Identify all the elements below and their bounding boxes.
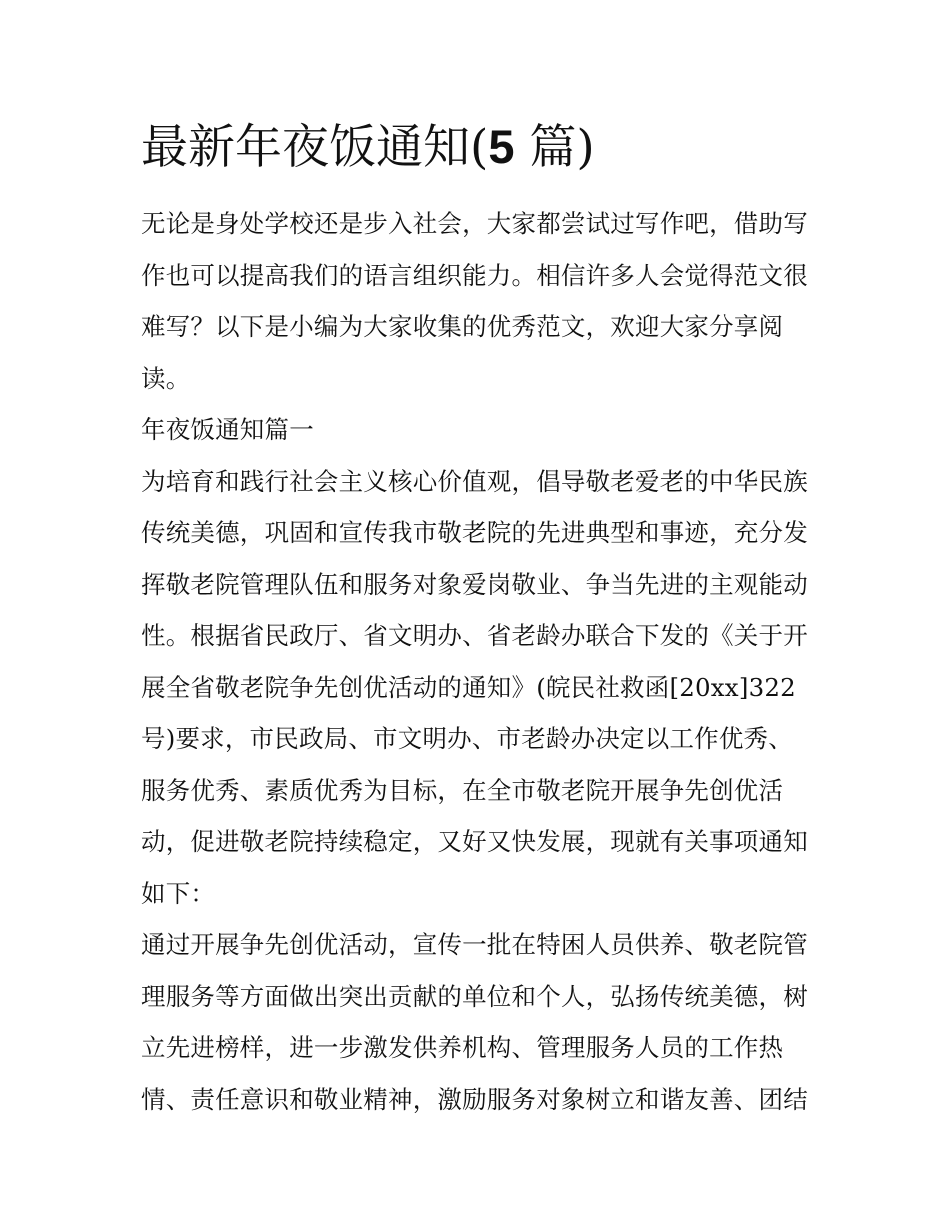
text-line: 性。根据省民政厅、省文明办、省老龄办联合下发的《关于开 xyxy=(141,621,808,650)
text-line: 立先进榜样，进一步激发供养机构、管理服务人员的工作热 xyxy=(141,1033,784,1062)
text-line: 服务优秀、素质优秀为目标，在全市敬老院开展争先创优活 xyxy=(141,775,784,805)
text-line: 作也可以提高我们的语言组织能力。相信许多人会觉得范文很 xyxy=(141,260,808,290)
title-suffix: 篇) xyxy=(514,120,595,175)
text-line: 如下： xyxy=(141,878,216,908)
text-line: 难写？以下是小编为大家收集的优秀范文，欢迎大家分享阅 xyxy=(141,312,784,341)
section-heading: 年夜饭通知篇一 xyxy=(141,415,314,444)
text-line: 通过开展争先创优活动，宣传一批在特困人员供养、敬老院管 xyxy=(141,930,808,959)
text-line: 无论是身处学校还是步入社会，大家都尝试过写作吧，借助写 xyxy=(141,209,808,238)
text-line: 挥敬老院管理队伍和服务对象爱岗敬业、争当先进的主观能动 xyxy=(141,569,808,599)
text-line: 情、责任意识和敬业精神，激励服务对象树立和谐友善、团结 xyxy=(141,1084,808,1114)
title-prefix: 最新年夜饭通知( xyxy=(141,120,489,175)
text-line: 号)要求，市民政局、市文明办、市老龄办决定以工作优秀、 xyxy=(141,724,793,753)
text-line: 展全省敬老院争先创优活动的通知》(皖民社救函[20xx]322 xyxy=(141,672,796,702)
text-line: 读。 xyxy=(141,363,191,393)
text-line: 动，促进敬老院持续稳定，又好又快发展，现就有关事项通知 xyxy=(141,827,808,856)
text-line: 理服务等方面做出突出贡献的单位和个人，弘扬传统美德，树 xyxy=(141,981,808,1011)
page-title xyxy=(141,116,595,179)
text-line: 为培育和践行社会主义核心价值观，倡导敬老爱老的中华民族 xyxy=(141,466,808,496)
document-body xyxy=(141,198,813,1125)
title-number: 5 xyxy=(488,120,515,173)
text-line: 传统美德，巩固和宣传我市敬老院的先进典型和事迹，充分发 xyxy=(141,518,808,547)
